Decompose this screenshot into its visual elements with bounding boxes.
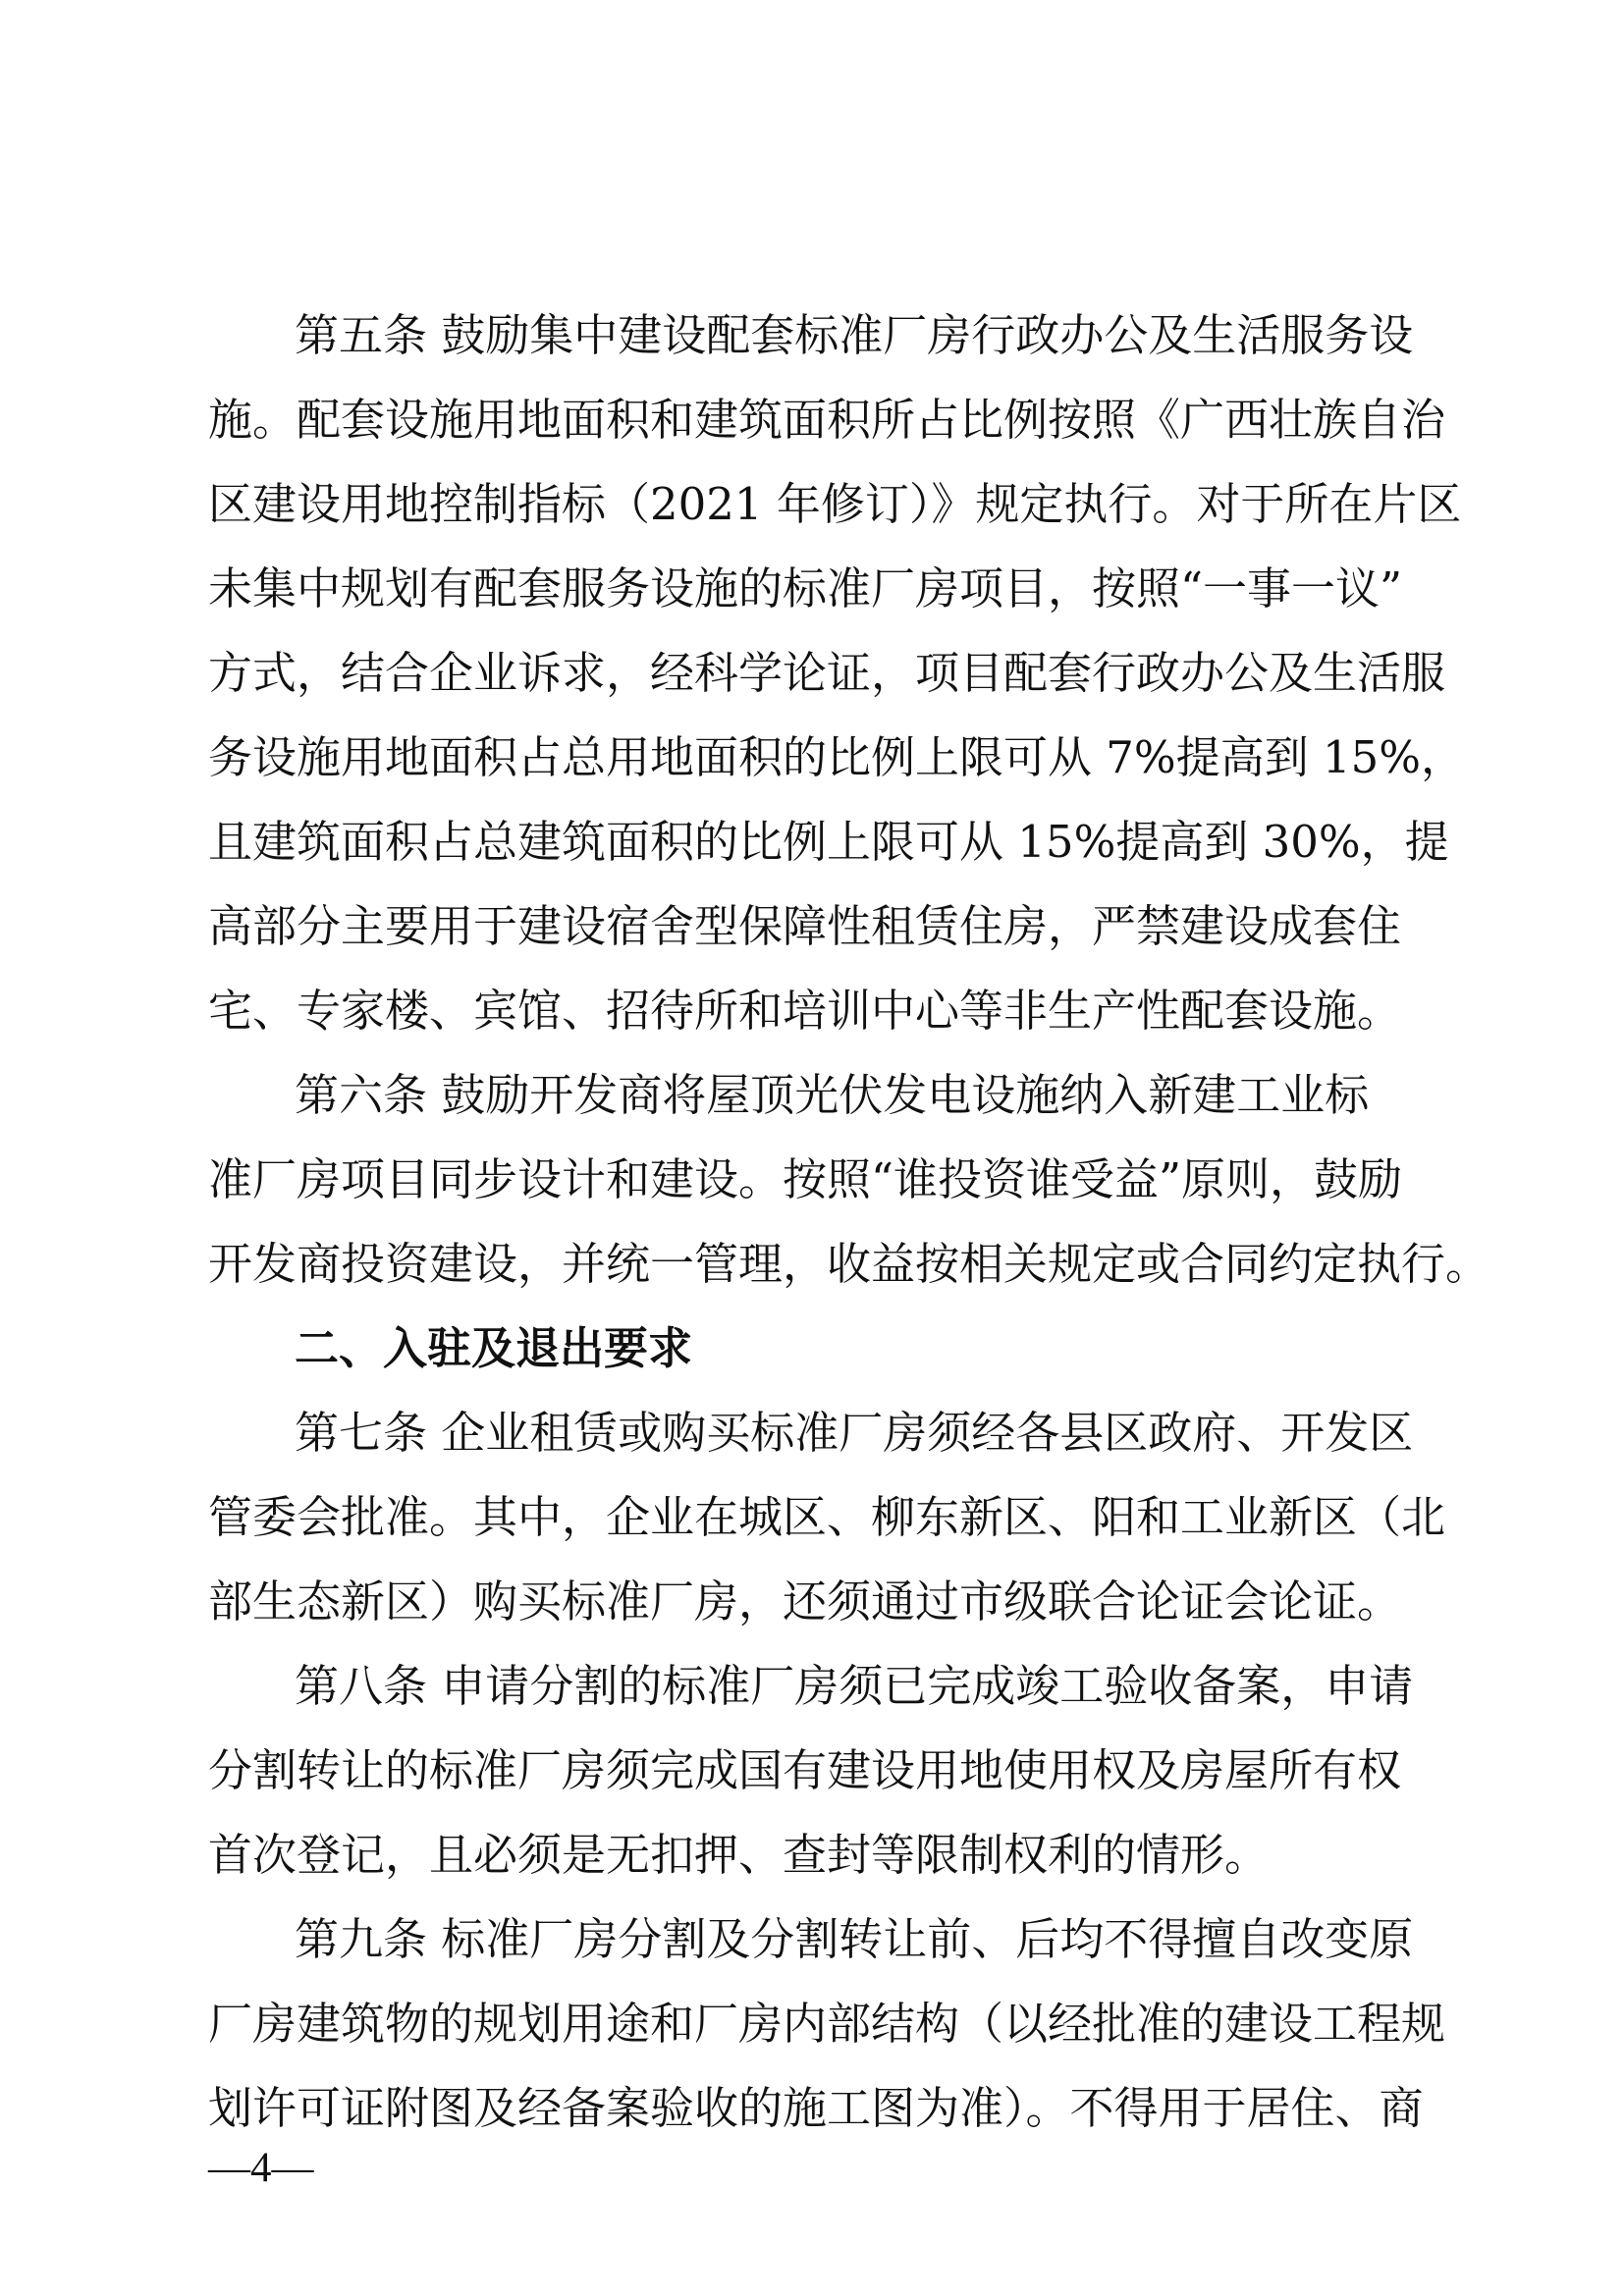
article-9-line-2: 厂房建筑物的规划用途和厂房内部结构（以经批准的建设工程规 (208, 1998, 1446, 2050)
article-6-line-2: 准厂房项目同步设计和建设。按照“谁投资谁受益”原则，鼓励 (208, 1153, 1403, 1205)
article-5-line-8: 高部分主要用于建设宿舍型保障性租赁住房，严禁建设成套住 (208, 900, 1402, 952)
article-6-line-1: 第六条 鼓励开发商将屋顶光伏发电设施纳入新建工业标 (295, 1069, 1370, 1121)
article-5-line-2: 施。配套设施用地面积和建筑面积所占比例按照《广西壮族自治 (208, 394, 1446, 446)
article-6-line-3: 开发商投资建设，并统一管理，收益按相关规定或合同约定执行。 (208, 1238, 1490, 1290)
article-5-line-5: 方式，结合企业诉求，经科学论证，项目配套行政办公及生活服 (208, 647, 1446, 699)
article-5-line-1: 第五条 鼓励集中建设配套标准厂房行政办公及生活服务设 (295, 309, 1414, 361)
article-8-line-1: 第八条 申请分割的标准厂房须已完成竣工验收备案，申请 (295, 1660, 1414, 1712)
article-5-line-9: 宅、专家楼、宾馆、招待所和培训中心等非生产性配套设施。 (208, 985, 1402, 1037)
article-5-line-7: 且建筑面积占总建筑面积的比例上限可从 15%提高到 30%，提 (208, 816, 1449, 868)
article-7-line-1: 第七条 企业租赁或购买标准厂房须经各县区政府、开发区 (295, 1407, 1414, 1459)
article-7-line-2: 管委会批准。其中，企业在城区、柳东新区、阳和工业新区（北 (208, 1491, 1446, 1543)
article-5-line-3: 区建设用地控制指标（2021 年修订）》规定执行。对于所在片区 (208, 478, 1462, 530)
article-5-line-4: 未集中规划有配套服务设施的标准厂房项目，按照“一事一议” (208, 562, 1403, 614)
article-5-line-6: 务设施用地面积占总用地面积的比例上限可从 7%提高到 15%， (208, 731, 1466, 783)
article-9-line-1: 第九条 标准厂房分割及分割转让前、后均不得擅自改变原 (295, 1913, 1414, 1965)
article-8-line-3: 首次登记，且必须是无扣押、查封等限制权利的情形。 (208, 1829, 1270, 1881)
article-9-line-3: 划许可证附图及经备案验收的施工图为准）。不得用于居住、商 (208, 2082, 1424, 2134)
article-7-line-3: 部生态新区）购买标准厂房，还须通过市级联合论证会论证。 (208, 1575, 1402, 1628)
article-8-line-2: 分割转让的标准厂房须完成国有建设用地使用权及房屋所有权 (208, 1744, 1402, 1796)
page-number: —4— (208, 2145, 314, 2191)
section-heading: 二、入驻及退出要求 (295, 1322, 693, 1374)
